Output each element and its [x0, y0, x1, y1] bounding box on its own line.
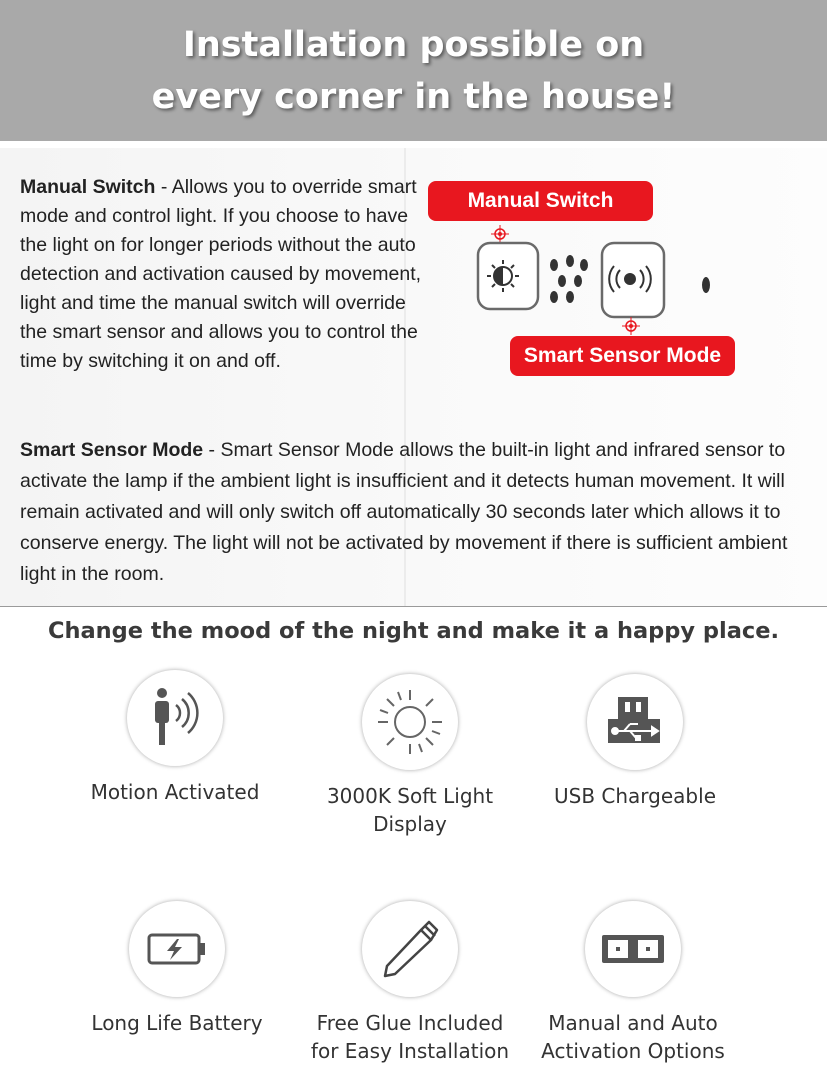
smart-sensor-pointer-icon	[622, 317, 640, 335]
glue-tube-icon	[362, 901, 458, 997]
motion-sensor-icon	[127, 670, 223, 766]
feature-usb-chargeable	[525, 674, 745, 810]
feature-label: Manual and Auto Activation Options	[541, 1011, 725, 1063]
battery-icon	[129, 901, 225, 997]
feature-label: Long Life Battery	[91, 1011, 263, 1035]
indicator-light	[702, 277, 710, 293]
feature-activation-options	[523, 901, 743, 1065]
switch-buttons-icon	[585, 901, 681, 997]
device-control-panel	[470, 225, 730, 335]
manual-switch-description	[20, 173, 430, 376]
manual-switch-callout: Manual Switch	[428, 181, 653, 221]
smart-sensor-text: - Smart Sensor Mode allows the built-in light and infrared sensor to activate the lamp if the ambient light is insufficient and it detects human movement. It will remain activated and will only switch off automatically 30 seconds later which allows it to conserve energy. The light will not be activated by movement if there is sufficient ambient light in the room.	[20, 439, 788, 585]
sun-icon	[362, 674, 458, 770]
header-banner	[0, 0, 827, 141]
smart-sensor-description	[20, 435, 810, 590]
feature-free-glue	[300, 901, 520, 1065]
sensor-dots-icon	[550, 255, 588, 303]
manual-switch-heading: Manual Switch	[20, 176, 156, 198]
feature-label: Motion Activated	[90, 780, 260, 804]
banner-title-line-1: Installation possible on	[182, 24, 645, 65]
slogan: Change the mood of the night and make it a happy place.	[47, 618, 780, 644]
feature-motion-activated	[65, 670, 285, 806]
usb-icon	[587, 674, 683, 770]
smart-sensor-callout: Smart Sensor Mode	[510, 336, 735, 376]
manual-switch-pointer-icon	[491, 225, 509, 243]
manual-switch-text: - Allows you to override smart mode and control light. If you choose to have the light on for longer periods without the auto detection and activation caused by movement, light and time the manual switch will override the smart sensor and allows you to control the time by switching it on and off.	[20, 176, 422, 372]
feature-label: USB Chargeable	[554, 784, 716, 808]
banner-title-line-2: every corner in the house!	[151, 76, 676, 117]
feature-soft-light	[300, 674, 520, 838]
feature-long-life-battery	[67, 901, 287, 1037]
smart-sensor-heading: Smart Sensor Mode	[20, 439, 204, 461]
feature-label: 3000K Soft Light Display	[326, 784, 494, 836]
feature-label: Free Glue Included for Easy Installation	[310, 1011, 510, 1063]
